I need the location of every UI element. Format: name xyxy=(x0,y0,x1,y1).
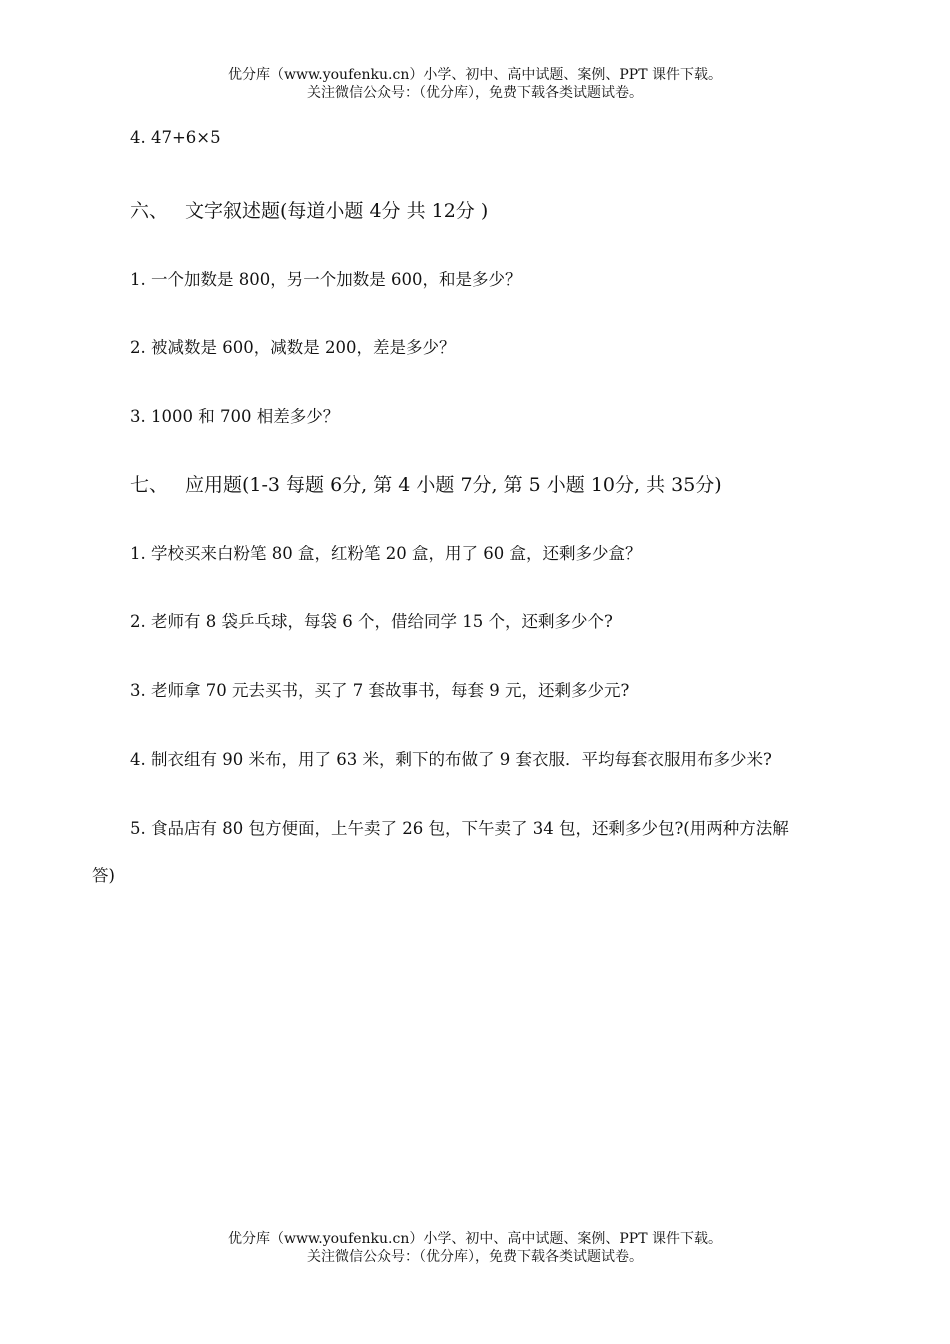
header-line-1: 优分库（www.youfenku.cn）小学、初中、高中试题、案例、PPT 课件下载。 xyxy=(227,67,722,83)
section-6-heading xyxy=(130,196,488,223)
section-6-title: 文字叙述题(每道小题 4分 共 12分 ) xyxy=(185,200,489,222)
section-6-item-3: 3. 1000 和 700 相差多少？ xyxy=(130,407,340,426)
section-7-item-2: 2. 老师有 8 袋乒乓球，每袋 6 个，借给同学 15 个，还剩多少个? xyxy=(130,612,613,631)
section-7-item-3: 3. 老师拿 70 元去买书，买了 7 套故事书，每套 9 元，还剩多少元? xyxy=(130,681,630,700)
section-7-item-1: 1. 学校买来白粉笔 80 盒，红粉笔 20 盒，用了 60 盒，还剩多少盒？ xyxy=(130,544,642,563)
section-7-item-4: 4. 制衣组有 90 米布，用了 63 米，剩下的布做了 9 套衣服．平均每套衣服用布多少米? xyxy=(130,750,772,769)
page-header xyxy=(0,66,950,102)
section-7-item-5: 5. 食品店有 80 包方便面，上午卖了 26 包，下午卖了 34 包，还剩多少包?(用两种方法解 xyxy=(130,819,789,838)
footer-line-1: 优分库（www.youfenku.cn）小学、初中、高中试题、案例、PPT 课件下载。 xyxy=(227,1231,722,1247)
section-7-title: 应用题(1-3 每题 6分, 第 4 小题 7分, 第 5 小题 10分, 共 35分) xyxy=(185,474,722,496)
footer-line-2: 关注微信公众号：（优分库），免费下载各类试题试卷。 xyxy=(307,1249,643,1265)
section-7-heading xyxy=(130,470,722,497)
section-7-item-5-continuation: 答) xyxy=(92,866,115,885)
header-line-2: 关注微信公众号：（优分库），免费下载各类试题试卷。 xyxy=(307,85,643,101)
section-6-item-2: 2. 被减数是 600，减数是 200，差是多少？ xyxy=(130,338,456,357)
calc-item-4: 4. 47+6×5 xyxy=(130,128,221,147)
page-footer xyxy=(0,1230,950,1266)
section-6-number: 六、 xyxy=(130,200,169,222)
section-6-item-1: 1. 一个加数是 800，另一个加数是 600，和是多少？ xyxy=(130,270,522,289)
section-7-number: 七、 xyxy=(130,474,169,496)
